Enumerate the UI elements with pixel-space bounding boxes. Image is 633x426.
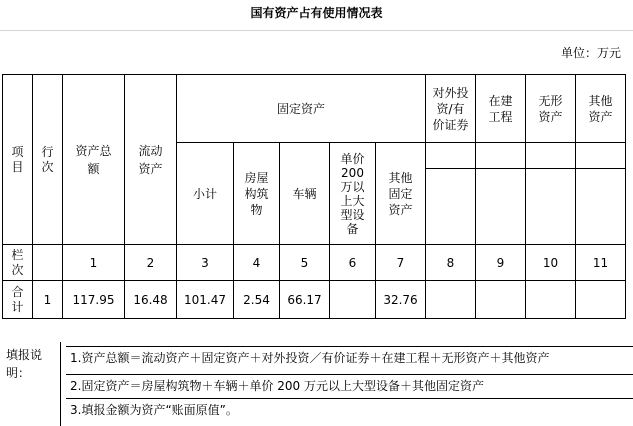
notes-divider [60, 342, 61, 426]
header-subtotal: 小计 [177, 143, 234, 245]
investments-value [426, 281, 476, 319]
intangible-value [526, 281, 576, 319]
blank-cell [576, 143, 626, 169]
construction-value [476, 281, 526, 319]
header-row-no: 行次 [33, 75, 63, 245]
header-intangible: 无形资产 [526, 75, 576, 143]
blank-cell [526, 169, 576, 245]
header-construction: 在建工程 [476, 75, 526, 143]
blank-cell [476, 169, 526, 245]
header-item: 项目 [3, 75, 33, 245]
column-number-row [3, 245, 626, 281]
column-number: 2 [125, 245, 177, 281]
column-number: 7 [376, 245, 426, 281]
column-number: 9 [476, 245, 526, 281]
vehicles-value: 66.17 [280, 281, 330, 319]
column-number: 6 [330, 245, 376, 281]
current-assets-value: 16.48 [125, 281, 177, 319]
header-buildings: 房屋构筑物 [234, 143, 280, 245]
header-other-assets: 其他资产 [576, 75, 626, 143]
header-vehicles: 车辆 [280, 143, 330, 245]
column-number: 11 [576, 245, 626, 281]
header-current-assets: 流动资产 [125, 75, 177, 245]
blank-cell [33, 245, 63, 281]
column-number: 5 [280, 245, 330, 281]
blank-cell [426, 169, 476, 245]
note-item: 1.资产总额＝流动资产＋固定资产＋对外投资／有价证券＋在建工程＋无形资产＋其他资产 [66, 346, 633, 370]
header-investments: 对外投资/有价证券 [426, 75, 476, 143]
column-number: 4 [234, 245, 280, 281]
column-number-label: 栏次 [3, 245, 33, 281]
header-fixed-assets: 固定资产 [177, 75, 426, 143]
total-row [3, 281, 626, 319]
other-assets-value [576, 281, 626, 319]
other-fixed-value: 32.76 [376, 281, 426, 319]
column-number: 8 [426, 245, 476, 281]
asset-table [2, 74, 626, 319]
blank-cell [526, 143, 576, 169]
title-divider [0, 30, 633, 31]
blank-cell [476, 143, 526, 169]
large-equipment-value [330, 281, 376, 319]
total-label: 合计 [3, 281, 33, 319]
report-title: 国有资产占有使用情况表 [250, 6, 383, 20]
column-number: 1 [63, 245, 125, 281]
header-total-assets: 资产总额 [63, 75, 125, 245]
header-other-fixed: 其他固定资产 [376, 143, 426, 245]
total-assets-value: 117.95 [63, 281, 125, 319]
notes-label: 填报说明： [6, 348, 43, 380]
column-number: 3 [177, 245, 234, 281]
buildings-value: 2.54 [234, 281, 280, 319]
unit-label: 单位：万元 [560, 46, 621, 60]
note-item: 2.固定资产＝房屋构筑物＋车辆＋单价 200 万元以上大型设备＋其他固定资产 [66, 374, 633, 398]
blank-cell [576, 169, 626, 245]
header-large-equipment: 单价200万以上大型设备 [330, 143, 376, 245]
total-row-no: 1 [33, 281, 63, 319]
blank-cell [426, 143, 476, 169]
note-item: 3.填报金额为资产“账面原值”。 [66, 398, 633, 422]
subtotal-value: 101.47 [177, 281, 234, 319]
column-number: 10 [526, 245, 576, 281]
